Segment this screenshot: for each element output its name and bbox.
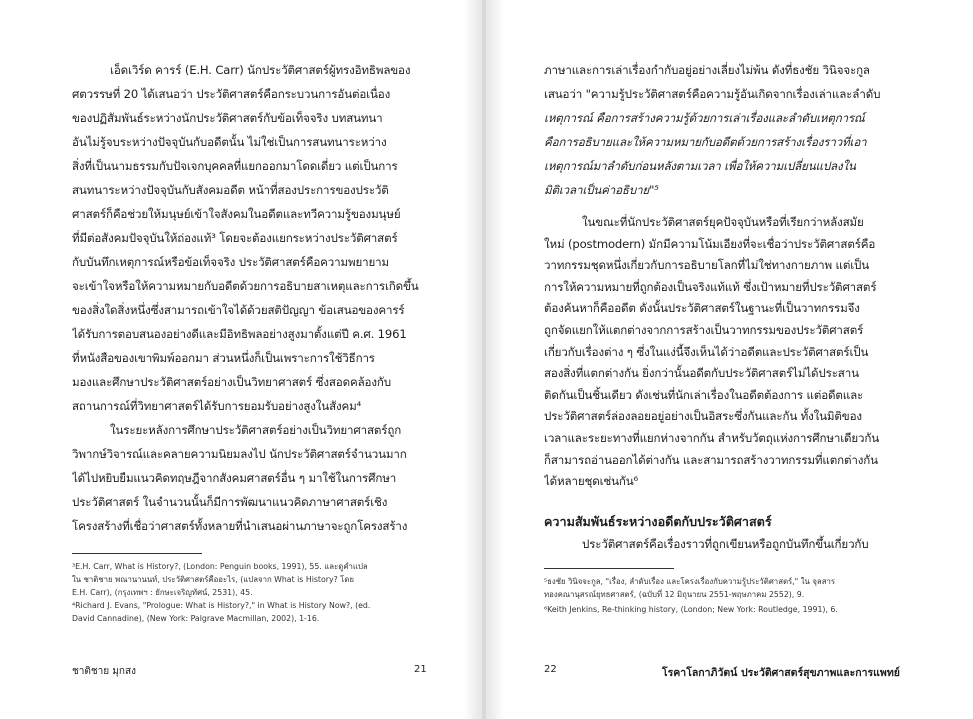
footer-book-title: โรคาโลกาภิวัตน์ ประวัติศาสตร์สุขภาพและการแพทย์ [662,667,900,679]
body-line: สิ่งที่เป็นนามธรรมกับปัจเจกบุคคลที่แยกออกมาโดดเดี่ยว แต่เป็นการ [72,159,398,173]
gutter-shadow [464,0,482,719]
body-line: เหตุการณ์มาลำดับก่อนหลังตามเวลา เพื่อให้ความเปลี่ยนแปลงใน [544,159,856,173]
body-line: วาทกรรมชุดหนึ่งเกี่ยวกับการอธิบายโลกที่ไม่ใช่ทางกายภาพ แต่เป็น [544,258,870,273]
body-line: เอ็ดเวิร์ด คารร์ (E.H. Carr) นักประวัติศาสตร์ผู้ทรงอิทธิพลของ [110,63,411,77]
body-line: สนทนาระหว่างปัจจุบันกับสังคมอดีต หน้าที่สองประการของประวัติ [72,183,389,197]
body-line: วิพากษ์วิจารณ์และคลายความนิยมลงไป นักประวัติศาสตร์จำนวนมาก [72,447,407,461]
body-line: สองสิ่งที่แตกต่างกัน ยิ่งกว่านั้นอดีตกับประวัติศาสตร์ไม่ได้ประสาน [544,366,859,381]
footnote-line: ใน ชาติชาย พณานานนท์, ประวัติศาสตร์คืออะไร, (แปลจาก What is History? โดย [72,575,355,584]
body-line: ถูกจัดแยกให้แตกต่างจากการสร้างเป็นวาทกรรมของประวัติศาสตร์ [544,323,864,337]
body-line: ใหม่ (postmodern) มักมีความโน้มเอียงที่จะเชื่อว่าประวัติศาสตร์คือ [544,236,876,251]
gutter-shadow [486,0,504,719]
footnote-line: ทองคณานุสรณ์ยุทธศาสตร์, (ฉบับที่ 12 มิถุนายน 2551-พฤษภาคม 2552), 9. [544,590,805,599]
body-line: ที่หนังสือของเขาพิมพ์ออกมา ส่วนหนึ่งก็เป็นเพราะการใช้วิธีการ [72,351,375,365]
body-line: เหตุการณ์ คือการสร้างความรู้ด้วยการเล่าเรื่องและลำดับเหตุการณ์ [544,111,865,125]
body-line: ประวัติศาสตร์ล่องลอยอยู่อย่างเป็นอิสระซึ่งกันและกัน ทั้งในมิติของ [544,409,862,424]
body-line: เกี่ยวกับเรื่องต่าง ๆ ซึ่งในแง่นี้จึงเห็นได้ว่าอดีตและประวัติศาสตร์เป็น [544,344,869,359]
body-line: ที่มีต่อสังคมปัจจุบันให้ถ่องแท้³ โดยจะต้องแยกระหว่างประวัติศาสตร์ [72,231,398,245]
body-line: เวลาและระยะทางที่แยกห่างจากกัน สำหรับวัตถุแห่งการศึกษาเดียวกัน [544,431,880,445]
body-line: ก็สามารถอ่านออกได้ต่างกัน และสามารถสร้างวาทกรรมที่แตกต่างกัน [544,452,878,467]
body-line: ภาษาและการเล่าเรื่องกำกับอยู่อย่างเลี่ยงไม่พ้น ดังที่ธงชัย วินิจจะกูล [544,63,870,77]
body-line: ต้องค้นหาก็คืออดีต ดังนั้นประวัติศาสตร์ในฐานะที่เป็นวาทกรรมจึง [544,301,860,316]
body-line: ในระยะหลังการศึกษาประวัติศาสตร์อย่างเป็นวิทยาศาสตร์ถูก [110,423,402,437]
body-line: ประวัติศาสตร์คือเรื่องราวที่ถูกเขียนหรือถูกบันทึกขึ้นเกี่ยวกับ [582,537,869,551]
footnote-line: ⁶Keith Jenkins, Re-thinking history, (London; New York: Routledge, 1991), 6. [544,605,838,614]
body-line: ของปฏิสัมพันธ์ระหว่างนักประวัติศาสตร์กับข้อเท็จจริง บทสนทนา [72,111,383,125]
right-page [486,0,973,719]
footnote-line: ⁴Richard J. Evans, "Prologue: What is History?," in What is History Now?, (ed. [72,601,371,610]
body-line: ศตวรรษที่ 20 ได้เสนอว่า ประวัติศาสตร์คือกระบวนการอันต่อเนื่อง [72,87,391,101]
left-page [0,0,482,719]
footnote-line: ⁵ธงชัย วินิจจะกูล, "เรื่อง, ลำดับเรื่อง และโครงเรื่องกับความรู้ประวัติศาสตร์," ใน จุลสาร [544,577,836,586]
body-line: ได้ไปหยิบยืมแนวคิดทฤษฎีจากสังคมศาสตร์อื่น ๆ มาใช้ในการศึกษา [72,471,397,485]
body-line: กับบันทึกเหตุการณ์หรือข้อเท็จจริง ประวัติศาสตร์คือความพยายาม [72,255,389,269]
body-line: ได้หลายชุดเช่นกัน⁶ [544,474,639,489]
body-line: มิติเวลาเป็นค่าอธิบาย"⁵ [544,183,659,197]
section-heading: ความสัมพันธ์ระหว่างอดีตกับประวัติศาสตร์ [544,514,772,529]
footnote-line: David Cannadine), (New York: Palgrave Macmillan, 2002), 1-16. [72,614,320,623]
footnote-line: E.H. Carr), (กรุงเทพฯ : ยักษะเจริญทัศน์, 2531), 45. [72,588,253,597]
body-line: ศาสตร์ก็คือช่วยให้มนุษย์เข้าใจสังคมในอดีตและทวีความรู้ของมนุษย์ [72,207,401,221]
footnote-rule [544,568,674,569]
body-line: คือการอธิบายและให้ความหมายกับอดีตด้วยการสร้างเรื่องราวที่เอา [544,135,867,149]
body-line: มองและศึกษาประวัติศาสตร์อย่างเป็นวิทยาศาสตร์ ซึ่งสอดคล้องกับ [72,375,391,389]
footer-author: ชาติชาย มุกสง [72,666,136,677]
body-line: อันไม่รู้จบระหว่างปัจจุบันกับอดีตนั้น ไม่ใช่เป็นการสนทนาระหว่าง [72,135,387,149]
body-line: จะเข้าใจหรือให้ความหมายกับอดีตด้วยการอธิบายสาเหตุและการเกิดขึ้น [72,279,419,293]
body-line: ของสิ่งใดสิ่งหนึ่งซึ่งสามารถเข้าใจได้ด้วยสติปัญญา ข้อเสนอของคารร์ [72,303,405,317]
footnote-line: ³E.H. Carr, What is History?, (London: Penguin books, 1991), 55. และดูคำแปล [72,562,368,571]
footnote-rule [72,553,202,554]
page-number: 21 [414,664,427,675]
body-line: ได้รับการตอบสนองอย่างดีและมีอิทธิพลอย่างสูงมาตั้งแต่ปี ค.ศ. 1961 [72,327,407,341]
body-line: ประวัติศาสตร์ ในจำนวนนั้นก็มีการพัฒนาแนวคิดภาษาศาสตร์เชิง [72,495,388,509]
body-line: เสนอว่า "ความรู้ประวัติศาสตร์คือความรู้อันเกิดจากเรื่องเล่าและลำดับ [544,87,881,101]
body-line: โครงสร้างที่เชื่อว่าศาสตร์ทั้งหลายที่นำเสนอผ่านภาษาจะถูกโครงสร้าง [72,519,408,533]
body-line: สถานการณ์ที่วิทยาศาสตร์ได้รับการยอมรับอย่างสูงในสังคม⁴ [72,399,362,413]
page-number: 22 [544,664,557,675]
body-line: ในขณะที่นักประวัติศาสตร์ยุคปัจจุบันหรือที่เรียกว่าหลังสมัย [582,215,864,229]
body-line: การให้ความหมายที่ถูกต้องเป็นจริงแท้แท้ ซึ่งเป้าหมายที่ประวัติศาสตร์ [544,279,877,294]
body-line: ติดกันเป็นชิ้นเดียว ดังเช่นที่นักเล่าเรื่องในอดีตต้องการ แต่อดีตและ [544,387,864,402]
